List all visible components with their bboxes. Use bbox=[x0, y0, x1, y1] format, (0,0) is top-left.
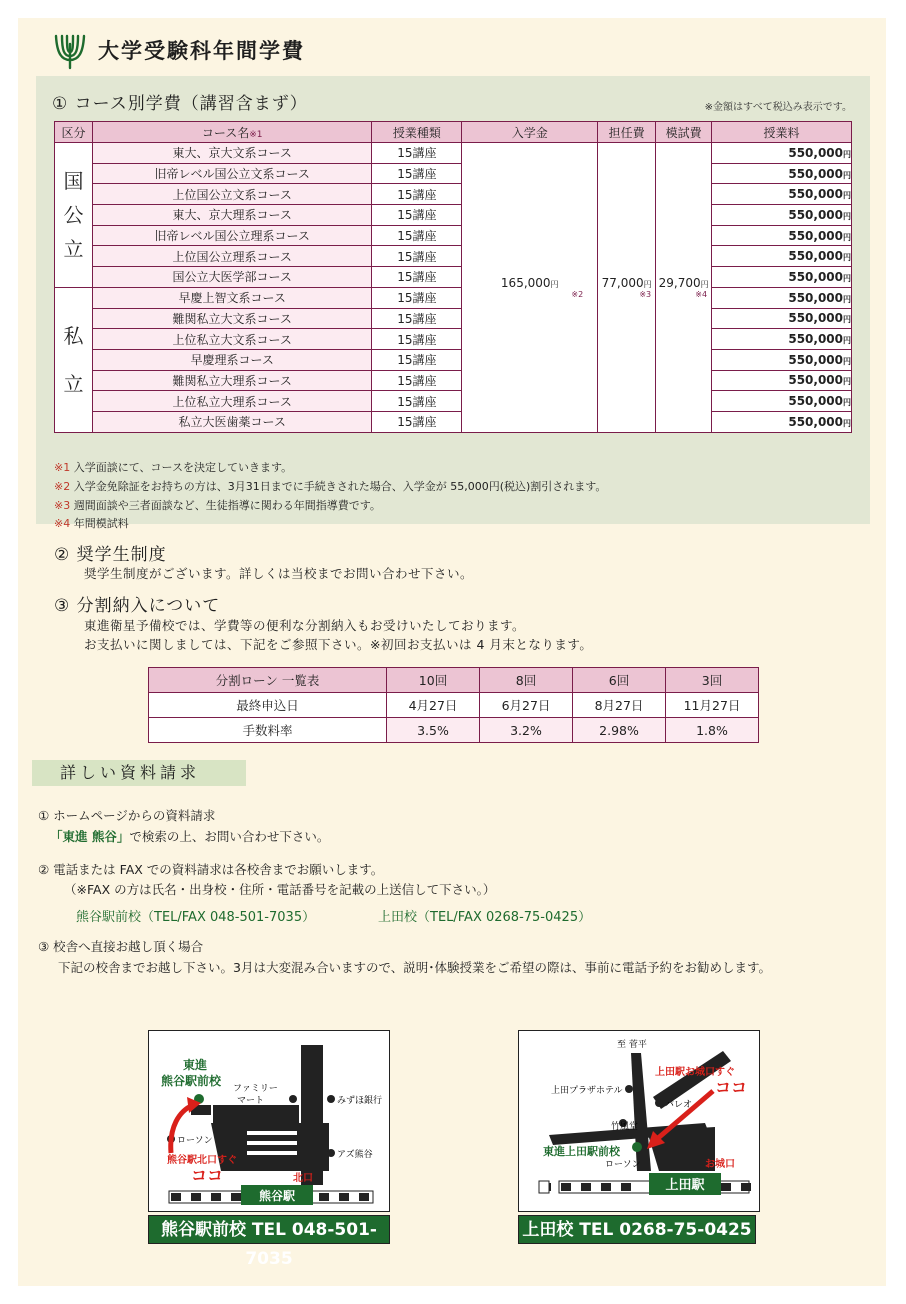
table-row bbox=[55, 246, 852, 267]
category-label: 国 公 立 bbox=[63, 168, 84, 261]
tuition-fee bbox=[712, 287, 852, 308]
page-title: 大学受験科年間学費 bbox=[98, 39, 305, 63]
landmark-label: マート bbox=[237, 1096, 265, 1106]
table-row bbox=[55, 267, 852, 288]
course-name: 上位国公立理系コース bbox=[92, 246, 372, 267]
request-item-3-text: 下記の校舎までお越し下さい。3月は大変混み合いますので、説明･体験授業をご希望の際は、事前に電話予約をお勧めします。 bbox=[58, 960, 771, 975]
course-name: 早慶上智文系コース bbox=[92, 287, 372, 308]
tuition-unit: 円 bbox=[843, 253, 851, 263]
col-course bbox=[92, 122, 372, 143]
tuition-fee bbox=[712, 143, 852, 164]
table-row bbox=[55, 349, 852, 370]
tuition-fee bbox=[712, 267, 852, 288]
col-course-ref: ※1 bbox=[249, 129, 263, 140]
tuition-fee bbox=[712, 184, 852, 205]
table-row bbox=[55, 143, 852, 164]
tuition-unit: 円 bbox=[843, 149, 851, 159]
footnote-text: 年間模試料 bbox=[70, 517, 129, 530]
tuition-unit: 円 bbox=[843, 398, 851, 408]
request-item-1-text bbox=[50, 827, 329, 845]
installment-text-1: 東進衛星予備校では、学費等の便利な分割納入もお受けいたしております。 bbox=[84, 618, 526, 633]
koko-label: ココ bbox=[191, 1166, 224, 1185]
request-title: 詳しい資料請求 bbox=[32, 760, 246, 786]
request-item-1-body: で検索の上、お問い合わせ下さい。 bbox=[129, 829, 330, 844]
deadline-value: 4月27日 bbox=[387, 693, 480, 718]
deadline-value: 11月27日 bbox=[666, 693, 759, 718]
lesson-count: 15講座 bbox=[372, 308, 462, 329]
tuition-fee bbox=[712, 329, 852, 350]
enrollment-unit: 円 bbox=[550, 279, 559, 289]
tuition-unit: 円 bbox=[843, 170, 851, 180]
landmark-label: パレオ bbox=[665, 1100, 693, 1110]
tuition-unit: 円 bbox=[843, 294, 851, 304]
tuition-fee bbox=[712, 246, 852, 267]
category-cell bbox=[55, 287, 93, 432]
col-homeroom: 担任費 bbox=[598, 122, 656, 143]
rate-label: 手数料率 bbox=[149, 718, 387, 743]
direction-label: 至 菅平 bbox=[617, 1040, 647, 1050]
tuition-value: 550,000 bbox=[788, 290, 843, 305]
loan-count: 10回 bbox=[387, 668, 480, 693]
table-row bbox=[55, 184, 852, 205]
footnote bbox=[54, 478, 606, 494]
col-course-label: コース名 bbox=[201, 125, 250, 140]
station-label: 熊谷駅 bbox=[258, 1189, 296, 1203]
koko-label: ココ bbox=[715, 1078, 748, 1097]
kumagaya-map-drawing bbox=[149, 1031, 390, 1212]
lesson-count: 15講座 bbox=[372, 163, 462, 184]
ueda-map-drawing bbox=[519, 1031, 760, 1212]
kitaguchi-label: 北口 bbox=[293, 1173, 313, 1184]
tuition-value: 550,000 bbox=[788, 414, 843, 429]
lesson-count: 15講座 bbox=[372, 370, 462, 391]
installment-title: ③ 分割納入について bbox=[54, 596, 221, 616]
map-school-label: 東進上田駅前校 bbox=[543, 1145, 620, 1158]
tuition-fee bbox=[712, 205, 852, 226]
request-item-3: ③ 校舎へ直接お越し頂く場合 bbox=[38, 939, 204, 954]
course-name: 旧帝レベル国公立文系コース bbox=[92, 163, 372, 184]
lesson-count: 15講座 bbox=[372, 349, 462, 370]
table-row bbox=[55, 205, 852, 226]
course-name: 上位私立大理系コース bbox=[92, 391, 372, 412]
tel-kumagaya[interactable]: 熊谷駅前校（TEL/FAX 048-501-7035） bbox=[76, 910, 316, 925]
table-row bbox=[55, 329, 852, 350]
landmark-label: ファミリー bbox=[233, 1084, 278, 1094]
tuition-value: 550,000 bbox=[788, 269, 843, 284]
north-exit-label: 熊谷駅北口すぐ bbox=[167, 1155, 237, 1166]
loan-header-row bbox=[149, 668, 759, 693]
landmark-label: ローソン bbox=[605, 1160, 641, 1170]
tuition-fee bbox=[712, 225, 852, 246]
loan-deadline-row bbox=[149, 693, 759, 718]
tuition-value: 550,000 bbox=[788, 228, 843, 243]
rate-value: 3.2% bbox=[480, 718, 573, 743]
tuition-fee bbox=[712, 308, 852, 329]
col-mock: 模試費 bbox=[656, 122, 712, 143]
enrollment-ref: ※2 bbox=[571, 289, 584, 299]
table-row bbox=[55, 391, 852, 412]
homeroom-fee bbox=[598, 143, 656, 433]
tuition-value: 550,000 bbox=[788, 394, 843, 409]
tuition-fee bbox=[712, 391, 852, 412]
tuition-value: 550,000 bbox=[788, 311, 843, 326]
tuition-value: 550,000 bbox=[788, 187, 843, 202]
mock-ref: ※4 bbox=[695, 289, 708, 299]
course-name: 上位私立大文系コース bbox=[92, 329, 372, 350]
scholarship-text: 奨学生制度がございます。詳しくは当校までお問い合わせ下さい。 bbox=[84, 566, 474, 581]
map-school-label: 東進 bbox=[183, 1058, 208, 1072]
loan-count: 6回 bbox=[573, 668, 666, 693]
col-category: 区分 bbox=[55, 122, 93, 143]
course-name: 早慶理系コース bbox=[92, 349, 372, 370]
course-name: 上位国公立文系コース bbox=[92, 184, 372, 205]
scholarship-title: ② 奨学生制度 bbox=[54, 545, 167, 565]
footnote-key: ※2 bbox=[54, 480, 71, 493]
deadline-label: 最終申込日 bbox=[149, 693, 387, 718]
course-name: 難関私立大文系コース bbox=[92, 308, 372, 329]
col-lesson-type: 授業種類 bbox=[372, 122, 462, 143]
tuition-value: 550,000 bbox=[788, 249, 843, 264]
footnote bbox=[54, 515, 129, 531]
lesson-count: 15講座 bbox=[372, 225, 462, 246]
installment-text-2: お支払いに関しましては、下記をご参照下さい。※初回お支払いは 4 月末となります。 bbox=[84, 637, 593, 652]
loan-table bbox=[148, 667, 759, 743]
tuition-unit: 円 bbox=[843, 232, 851, 242]
col-tuition: 授業料 bbox=[712, 122, 852, 143]
course-name: 国公立大医学部コース bbox=[92, 267, 372, 288]
mock-value: 29,700 bbox=[658, 275, 701, 290]
homeroom-value: 77,000 bbox=[601, 275, 644, 290]
category-label: 私 立 bbox=[63, 323, 84, 396]
header bbox=[52, 30, 305, 70]
tuition-unit: 円 bbox=[843, 211, 851, 221]
tuition-unit: 円 bbox=[843, 418, 851, 428]
tuition-unit: 円 bbox=[843, 315, 851, 325]
tuition-value: 550,000 bbox=[788, 352, 843, 367]
table-row bbox=[55, 411, 852, 432]
table-row bbox=[55, 308, 852, 329]
landmark-label: みずほ銀行 bbox=[337, 1096, 383, 1106]
footnote bbox=[54, 497, 381, 513]
tuition-value: 550,000 bbox=[788, 373, 843, 388]
enrollment-value: 165,000 bbox=[500, 275, 551, 290]
landmark-label: 竹風堂 bbox=[611, 1122, 639, 1132]
course-name: 東大、京大文系コース bbox=[92, 143, 372, 164]
search-keyword: 「東進 熊谷」 bbox=[50, 829, 130, 844]
lesson-count: 15講座 bbox=[372, 287, 462, 308]
footnote-text: 入学面談にて、コースを決定していきます。 bbox=[70, 461, 293, 474]
ueda-caption: 上田校 TEL 0268-75-0425 bbox=[518, 1215, 756, 1244]
tuition-unit: 円 bbox=[843, 356, 851, 366]
table-row bbox=[55, 370, 852, 391]
rate-value: 1.8% bbox=[666, 718, 759, 743]
footnote-key: ※4 bbox=[54, 517, 71, 530]
course-name: 私立大医歯薬コース bbox=[92, 411, 372, 432]
footnote-key: ※1 bbox=[54, 461, 71, 474]
enrollment-fee bbox=[462, 143, 598, 433]
tuition-unit: 円 bbox=[843, 273, 851, 283]
request-item-2-note: （※FAX の方は氏名・出身校・住所・電話番号を記載の上送信して下さい。） bbox=[64, 882, 496, 897]
footnote bbox=[54, 459, 292, 475]
lesson-count: 15講座 bbox=[372, 411, 462, 432]
request-item-2: ② 電話または FAX での資料請求は各校舎までお願いします。 bbox=[38, 862, 384, 877]
tuition-value: 550,000 bbox=[788, 145, 843, 160]
landmark-label: 上田プラザホテル bbox=[551, 1086, 623, 1096]
deadline-value: 6月27日 bbox=[480, 693, 573, 718]
tax-note: ※金額はすべて税込み表示です。 bbox=[704, 102, 852, 113]
course-name: 旧帝レベル国公立理系コース bbox=[92, 225, 372, 246]
deadline-value: 8月27日 bbox=[573, 693, 666, 718]
lesson-count: 15講座 bbox=[372, 246, 462, 267]
tuition-unit: 円 bbox=[843, 377, 851, 387]
loan-count: 8回 bbox=[480, 668, 573, 693]
kumagaya-map bbox=[148, 1030, 390, 1212]
course-fee-table bbox=[54, 121, 852, 433]
map-school-label: 熊谷駅前校 bbox=[161, 1074, 222, 1088]
ueda-map bbox=[518, 1030, 760, 1212]
course-name: 東大、京大理系コース bbox=[92, 205, 372, 226]
footnote-key: ※3 bbox=[54, 499, 71, 512]
toshin-logo-icon bbox=[52, 30, 88, 70]
table-row bbox=[55, 163, 852, 184]
col-enrollment: 入学金 bbox=[462, 122, 598, 143]
lesson-count: 15講座 bbox=[372, 391, 462, 412]
lesson-count: 15講座 bbox=[372, 184, 462, 205]
request-item-1: ① ホームページからの資料請求 bbox=[38, 808, 216, 823]
landmark-label: ローソン bbox=[177, 1136, 213, 1146]
footnote-text: 週間面談や三者面談など、生徒指導に関わる年間指導費です。 bbox=[70, 499, 381, 512]
mock-unit: 円 bbox=[700, 279, 709, 289]
table-row bbox=[55, 287, 852, 308]
homeroom-ref: ※3 bbox=[639, 289, 652, 299]
tuition-fee bbox=[712, 370, 852, 391]
tuition-value: 550,000 bbox=[788, 166, 843, 181]
landmark-label: アズ熊谷 bbox=[337, 1150, 373, 1160]
lesson-count: 15講座 bbox=[372, 205, 462, 226]
oshiro-label: お城口 bbox=[705, 1159, 735, 1170]
tuition-unit: 円 bbox=[843, 336, 851, 346]
homeroom-unit: 円 bbox=[643, 279, 652, 289]
tuition-fee bbox=[712, 349, 852, 370]
section-title: ① コース別学費（講習含まず） bbox=[52, 94, 308, 114]
tuition-fee bbox=[712, 411, 852, 432]
table-row bbox=[55, 225, 852, 246]
tuition-value: 550,000 bbox=[788, 332, 843, 347]
tuition-value: 550,000 bbox=[788, 207, 843, 222]
tuition-unit: 円 bbox=[843, 191, 851, 201]
kumagaya-caption: 熊谷駅前校 TEL 048-501-7035 bbox=[148, 1215, 390, 1244]
footnote-text: 入学金免除証をお持ちの方は、3月31日までに手続きされた場合、入学金が 55,000円(税込)割引されます。 bbox=[70, 480, 607, 493]
loan-count: 3回 bbox=[666, 668, 759, 693]
lesson-count: 15講座 bbox=[372, 329, 462, 350]
course-fees-section bbox=[36, 76, 870, 530]
page bbox=[18, 18, 886, 1286]
table-header-row bbox=[55, 122, 852, 143]
loan-rate-row bbox=[149, 718, 759, 743]
exit-label: 上田駅お城口すぐ bbox=[655, 1067, 735, 1078]
tel-ueda[interactable]: 上田校（TEL/FAX 0268-75-0425） bbox=[378, 910, 592, 925]
tuition-fee bbox=[712, 163, 852, 184]
lesson-count: 15講座 bbox=[372, 267, 462, 288]
lesson-count: 15講座 bbox=[372, 143, 462, 164]
mock-fee bbox=[656, 143, 712, 433]
rate-value: 2.98% bbox=[573, 718, 666, 743]
rate-value: 3.5% bbox=[387, 718, 480, 743]
station-label: 上田駅 bbox=[665, 1178, 705, 1193]
loan-header: 分割ローン 一覧表 bbox=[149, 668, 387, 693]
category-cell bbox=[55, 143, 93, 288]
course-name: 難関私立大理系コース bbox=[92, 370, 372, 391]
